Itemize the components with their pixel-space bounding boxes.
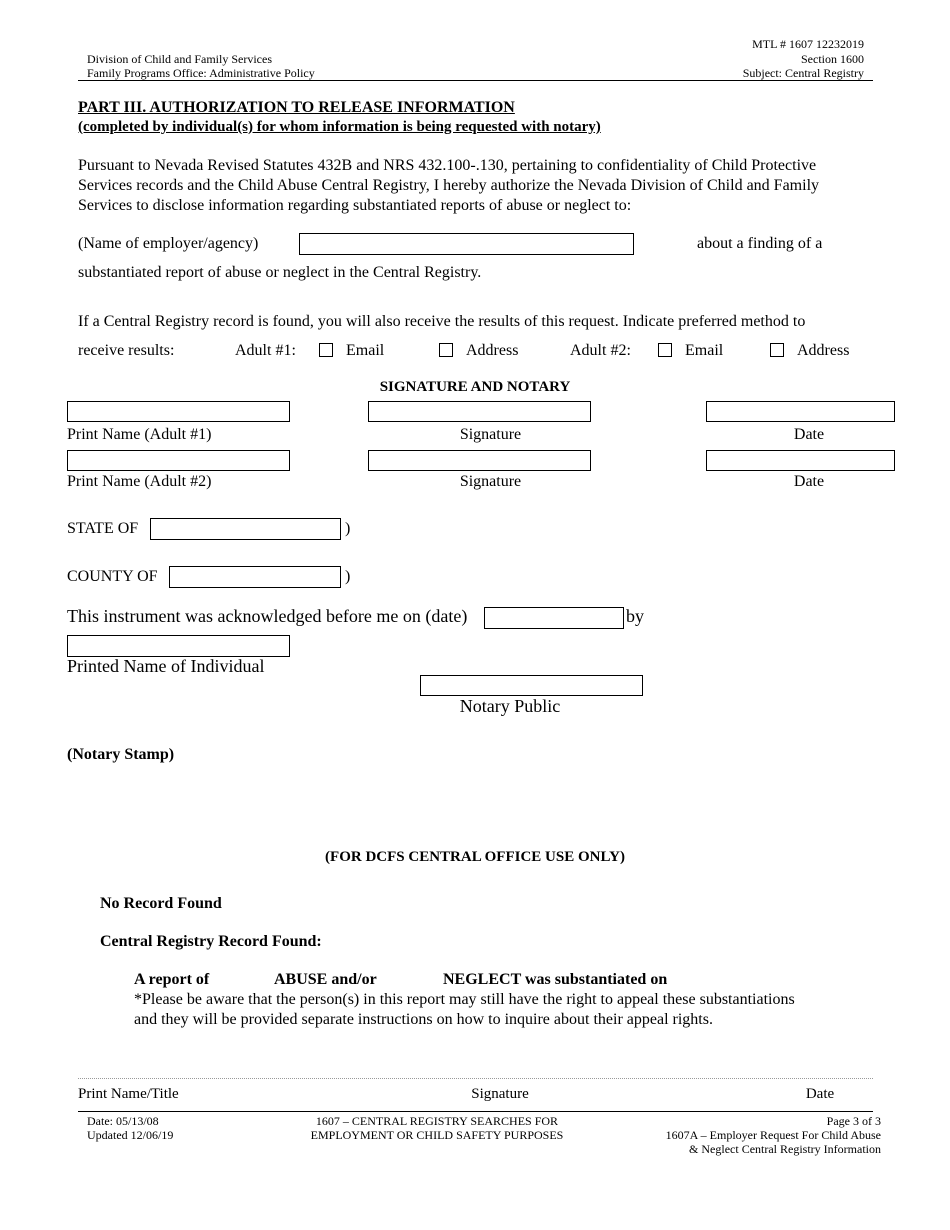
header-mtl: MTL # 1607 12232019 [752, 37, 864, 51]
county-of-label: COUNTY OF [67, 568, 158, 585]
footer-page: Page 3 of 3 [826, 1114, 881, 1128]
printed-name-individual-label: Printed Name of Individual [67, 656, 265, 676]
adult2-address-checkbox[interactable] [770, 343, 784, 357]
no-record-found: No Record Found [100, 895, 222, 912]
county-of-input[interactable] [169, 566, 341, 588]
employer-input[interactable] [299, 233, 634, 255]
employer-line-2: substantiated report of abuse or neglect in the Central Registry. [78, 264, 482, 281]
report-of: A report of [134, 971, 210, 988]
intro-line-3: Services to disclose information regarding substantiated reports of abuse or neglect to: [78, 197, 632, 214]
signature-adult1-label: Signature [459, 426, 522, 443]
adult1-address-checkbox[interactable] [439, 343, 453, 357]
state-of-paren: ) [345, 520, 351, 537]
print-name-adult1-input[interactable] [67, 401, 290, 422]
office-print-title: Print Name/Title [78, 1086, 179, 1102]
header-section: Section 1600 [801, 52, 864, 66]
part-subtitle: (completed by individual(s) for whom information is being requested with notary) [78, 119, 601, 135]
notary-public-label: Notary Public [459, 696, 561, 716]
header-rule [78, 80, 873, 81]
adult2-address-label: Address [797, 342, 850, 359]
header-division: Division of Child and Family Services [87, 52, 272, 66]
print-name-adult2-input[interactable] [67, 450, 290, 471]
date-adult2-label: Date [793, 473, 825, 490]
record-found: Central Registry Record Found: [100, 933, 322, 950]
results-line-1: If a Central Registry record is found, you will also receive the results of this request. Indicate preferred method to [78, 313, 806, 330]
footer-center-1: 1607 – CENTRAL REGISTRY SEARCHES FOR [315, 1114, 559, 1128]
signature-adult2-label: Signature [459, 473, 522, 490]
signature-section-title: SIGNATURE AND NOTARY [379, 379, 571, 395]
header-office: Family Programs Office: Administrative Policy [87, 66, 315, 80]
signature-adult2-input[interactable] [368, 450, 591, 471]
office-date: Date [805, 1086, 835, 1102]
acknowledged-by: by [626, 606, 644, 626]
acknowledged-date-input[interactable] [484, 607, 624, 629]
footer-right-3: & Neglect Central Registry Information [689, 1142, 881, 1156]
appeal-note-1: *Please be aware that the person(s) in this report may still have the right to appeal these substantiations [134, 991, 795, 1008]
appeal-note-2: and they will be provided separate instructions on how to inquire about their appeal rights. [134, 1011, 713, 1028]
signature-adult1-input[interactable] [368, 401, 591, 422]
results-receive-label: receive results: [78, 342, 175, 359]
acknowledged-text: This instrument was acknowledged before me on (date) [67, 606, 468, 626]
adult2-email-label: Email [685, 342, 724, 359]
report-abuse: ABUSE and/or [274, 971, 377, 988]
adult1-label: Adult #1: [235, 342, 296, 359]
header-subject: Subject: Central Registry [742, 66, 864, 80]
employer-after: about a finding of a [697, 235, 823, 252]
intro-line-2: Services records and the Child Abuse Central Registry, I hereby authorize the Nevada Division of Child and Family [78, 177, 820, 194]
intro-line-1: Pursuant to Nevada Revised Statutes 432B and NRS 432.100-.130, pertaining to confidentiality of Child Protective [78, 157, 817, 174]
part-title: PART III. AUTHORIZATION TO RELEASE INFORMATION [78, 99, 515, 116]
adult1-address-label: Address [466, 342, 519, 359]
date-adult2-input[interactable] [706, 450, 895, 471]
report-neglect: NEGLECT was substantiated on [443, 971, 668, 988]
adult1-email-checkbox[interactable] [319, 343, 333, 357]
footer-center-2: EMPLOYMENT OR CHILD SAFETY PURPOSES [310, 1128, 564, 1142]
notary-public-input[interactable] [420, 675, 643, 696]
print-name-adult1-label: Print Name (Adult #1) [67, 426, 212, 443]
printed-name-individual-input[interactable] [67, 635, 290, 657]
office-signature: Signature [471, 1086, 529, 1102]
date-adult1-input[interactable] [706, 401, 895, 422]
footer-updated: Updated 12/06/19 [87, 1128, 174, 1142]
adult1-email-label: Email [346, 342, 385, 359]
office-use-title: (FOR DCFS CENTRAL OFFICE USE ONLY) [325, 849, 625, 865]
state-of-label: STATE OF [67, 520, 139, 537]
date-adult1-label: Date [793, 426, 825, 443]
state-of-input[interactable] [150, 518, 341, 540]
notary-stamp-label: (Notary Stamp) [67, 746, 175, 763]
county-of-paren: ) [345, 568, 351, 585]
footer-date: Date: 05/13/08 [87, 1114, 159, 1128]
footer-rule [78, 1111, 873, 1112]
adult2-email-checkbox[interactable] [658, 343, 672, 357]
print-name-adult2-label: Print Name (Adult #2) [67, 473, 212, 490]
adult2-label: Adult #2: [570, 342, 631, 359]
employer-label: (Name of employer/agency) [78, 235, 259, 252]
footer-right-2: 1607A – Employer Request For Child Abuse [665, 1128, 881, 1142]
office-sign-rule [78, 1078, 873, 1079]
